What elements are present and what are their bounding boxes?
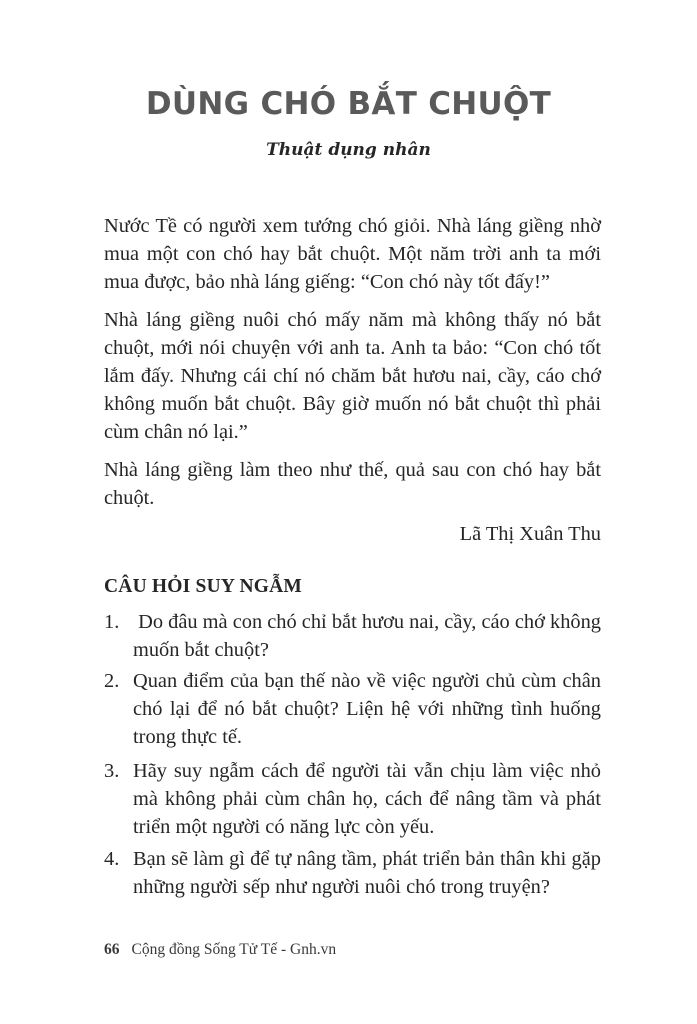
story-paragraph: Nước Tề có người xem tướng chó giỏi. Nhà láng giềng nhờ mua một con chó hay bắt chuột. Một năm trời anh ta mới mua được, bảo nhà láng giếng: “Con chó này tốt đấy!”	[104, 215, 601, 293]
question-text: Hãy suy ngẫm cách để người tài vẫn chịu làm việc nhỏ mà không phải cùm chân họ, cách để nâng tầm và phát triển một người có năng lực còn yếu.	[133, 760, 601, 838]
footer-publisher: Cộng đồng Sống Tử Tế - Gnh.vn	[131, 941, 337, 958]
question-item	[104, 757, 601, 841]
page-footer	[104, 941, 336, 959]
page-number: 66	[104, 941, 120, 958]
story-paragraph: Nhà láng giềng làm theo như thế, quả sau con chó hay bắt chuột.	[104, 459, 601, 509]
story-title: DÙNG CHÓ BẮT CHUỘT	[145, 86, 552, 122]
question-number: 4.	[104, 848, 120, 870]
story-subtitle: Thuật dụng nhân	[266, 140, 431, 160]
question-number: 3.	[104, 760, 120, 782]
story-author: Lã Thị Xuân Thu	[459, 523, 601, 545]
question-number: 1.	[104, 611, 120, 633]
question-number: 2.	[104, 670, 120, 692]
question-item	[104, 608, 607, 664]
story-paragraph: Nhà láng giềng nuôi chó mấy năm mà không thấy nó bắt chuột, mới nói chuyện với anh ta. Anh ta bảo: “Con chó tốt lắm đấy. Nhưng cái chí nó chăm bắt hươu nai, cầy, cáo chớ không muốn bắt chuột. Bây giờ muốn nó bắt chuột thì phải cùm chân nó lại.”	[104, 309, 601, 443]
question-item	[104, 845, 601, 901]
question-text: Quan điểm của bạn thế nào về việc người chủ cùm chân chó lại để nó bắt chuột? Liện hệ với những tình huống trong thực tế.	[133, 670, 601, 748]
question-text: Bạn sẽ làm gì để tự nâng tầm, phát triển bản thân khi gặp những người sếp như người nuôi chó trong truyện?	[133, 848, 601, 898]
question-text: Do đâu mà con chó chỉ bắt hươu nai, cầy, cáo chớ không muốn bắt chuột?	[133, 611, 607, 661]
question-item	[104, 667, 601, 751]
questions-heading: CÂU HỎI SUY NGẪM	[104, 576, 303, 597]
